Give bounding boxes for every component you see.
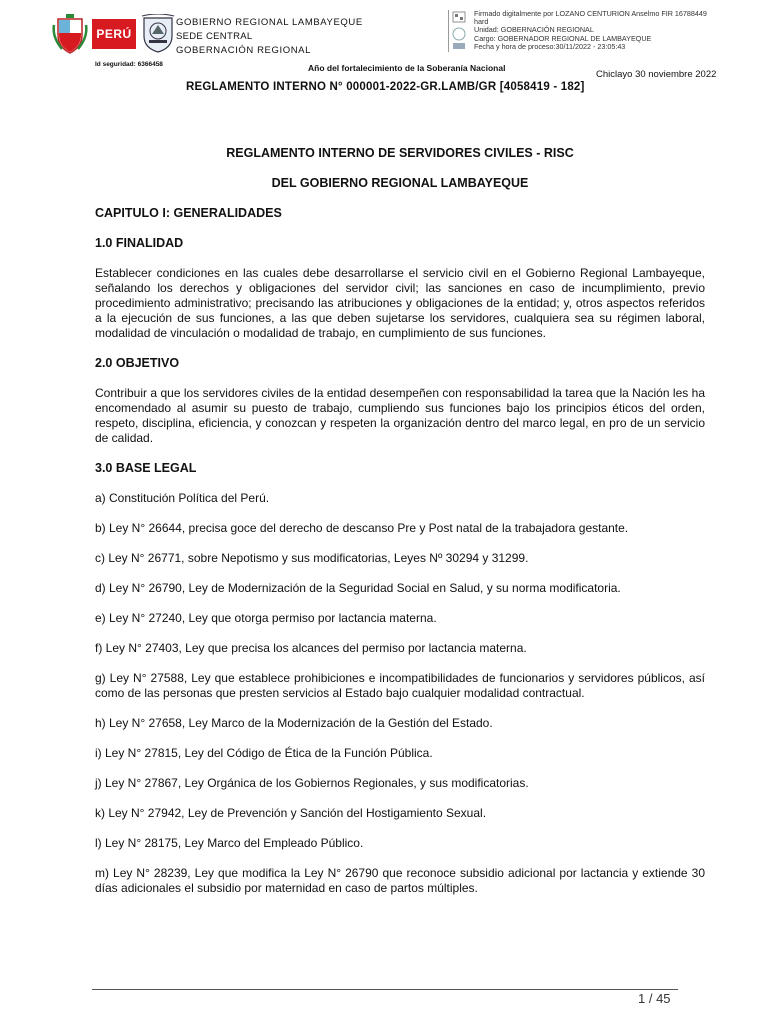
- security-id: Id seguridad: 6366458: [95, 61, 163, 68]
- section-heading-finalidad: 1.0 FINALIDAD: [95, 236, 184, 250]
- legal-item: j) Ley N° 27867, Ley Orgánica de los Gobiernos Regionales, y sus modificatorias.: [95, 776, 529, 790]
- regional-seal-icon: [140, 14, 176, 54]
- document-date: Chiclayo 30 noviembre 2022: [596, 69, 717, 80]
- legal-item: i) Ley N° 27815, Ley del Código de Ética de la Función Pública.: [95, 746, 433, 760]
- signature-unit: Unidad: GOBERNACIÓN REGIONAL: [474, 25, 594, 35]
- signature-timestamp: Fecha y hora de proceso:30/11/2022 - 23:05:43: [474, 41, 626, 51]
- legal-item: k) Ley N° 27942, Ley de Prevención y Sanción del Hostigamiento Sexual.: [95, 806, 487, 820]
- section-heading-objetivo: 2.0 OBJETIVO: [95, 356, 180, 370]
- footer-divider: [92, 989, 678, 990]
- page-indicator: 1 / 45: [638, 991, 671, 1006]
- chapter-heading: CAPITULO I: GENERALIDADES: [95, 206, 282, 220]
- signature-details: [474, 10, 707, 51]
- legal-item: f) Ley N° 27403, Ley que precisa los alcances del permiso por lactancia materna.: [95, 641, 527, 655]
- peru-brand-label: PERÚ: [92, 19, 136, 49]
- header-logos: [52, 10, 176, 58]
- legal-item: g) Ley N° 27588, Ley que establece prohibiciones e incompatibilidades de funcionarios y servidores públicos, así como de las personas que presten servicios al Estado bajo cualquier modalidad contractual.: [95, 671, 705, 700]
- signature-method: hard: [474, 17, 489, 27]
- legal-item: l) Ley N° 28175, Ley Marco del Empleado Público.: [95, 836, 364, 850]
- document-title: REGLAMENTO INTERNO DE SERVIDORES CIVILES - RISC: [226, 146, 574, 160]
- legal-item: a) Constitución Política del Perú.: [95, 491, 270, 505]
- section-text-finalidad: Establecer condiciones en las cuales debe desarrollarse el servicio civil en el Gobierno Regional Lambayeque, señalando los derechos y obligaciones del servidor civil; las sanciones en caso de incumplimiento, previo procedimiento administrativo; precisando las atribuciones y obligaciones de la entidad; y, otros aspectos referidos a la ejecución de sus funciones, a las que deben sujetarse los servidores, cualquiera sea su régimen laboral, modalidad de vinculación o modalidad de trabajo, en cumplimiento de sus funciones.: [95, 266, 705, 340]
- section-text-objetivo: Contribuir a que los servidores civiles de la entidad desempeñen con responsabilidad la tarea que la Nación les ha encomendado al asumir su puesto de trabajo, cumpliendo sus funciones bajo los principios éticos del orden, respeto, disciplina, eficiencia, y conozcan y respeten la organización dentro del marco legal, en pro de un servicio de calidad.: [95, 386, 705, 445]
- org-header-text: [176, 16, 363, 58]
- peru-coat-of-arms-icon: [52, 13, 88, 55]
- document-body: [95, 146, 705, 896]
- legal-item: m) Ley N° 28239, Ley que modifica la Ley N° 26790 que reconoce subsidio adicional por lactancia y extiende 30 días adicionales el subsidio por maternidad en caso de partos múltiples.: [95, 866, 705, 895]
- signature-stamp-icon: [448, 10, 469, 52]
- document-subtitle: DEL GOBIERNO REGIONAL LAMBAYEQUE: [271, 176, 529, 190]
- signature-position: Cargo: GOBERNADOR REGIONAL DE LAMBAYEQUE: [474, 33, 652, 43]
- year-motto: Año del fortalecimiento de la Soberanía Nacional: [308, 63, 506, 73]
- document-number: REGLAMENTO INTERNO N° 000001-2022-GR.LAMB/GR [4058419 - 182]: [186, 81, 585, 93]
- section-heading-base-legal: 3.0 BASE LEGAL: [95, 461, 197, 475]
- org-unit: GOBERNACIÓN REGIONAL: [176, 45, 311, 56]
- digital-signature-block: [448, 10, 738, 56]
- org-sede: SEDE CENTRAL: [176, 31, 253, 42]
- legal-item: d) Ley N° 26790, Ley de Modernización de la Seguridad Social en Salud, y su norma modificatoria.: [95, 581, 621, 595]
- org-name: GOBIERNO REGIONAL LAMBAYEQUE: [176, 17, 363, 28]
- signature-signer: Firmado digitalmente por LOZANO CENTURION Anselmo FIR 16788449: [474, 9, 707, 18]
- legal-item: e) Ley N° 27240, Ley que otorga permiso por lactancia materna.: [95, 611, 437, 625]
- legal-item: b) Ley N° 26644, precisa goce del derecho de descanso Pre y Post natal de la trabajadora gestante.: [95, 521, 629, 535]
- legal-item: c) Ley N° 26771, sobre Nepotismo y sus modificatorias, Leyes Nº 30294 y 31299.: [95, 551, 529, 565]
- legal-item: h) Ley N° 27658, Ley Marco de la Modernización de la Gestión del Estado.: [95, 716, 493, 730]
